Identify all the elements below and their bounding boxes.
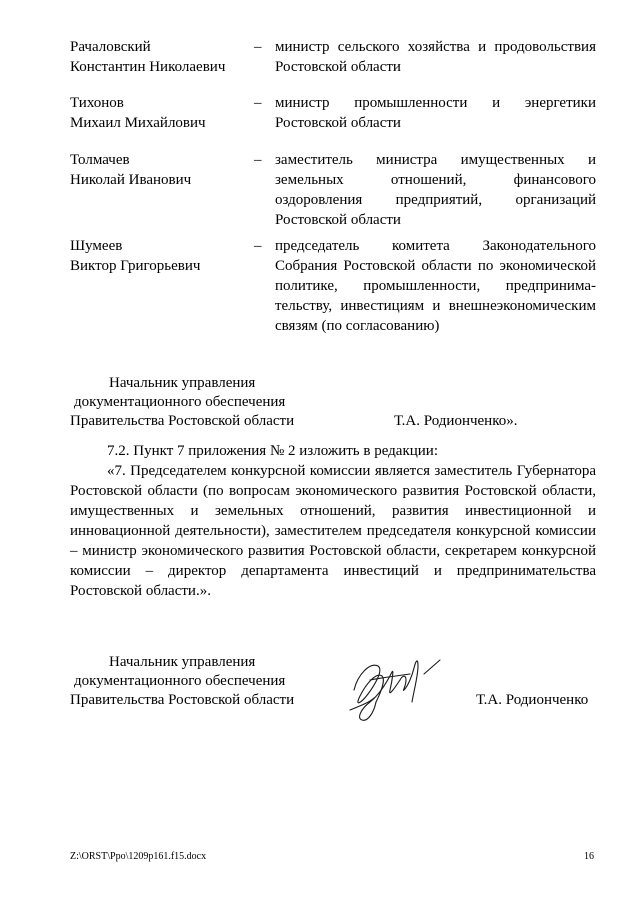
- member-surname: Шумеев: [70, 238, 123, 254]
- member-surname: Толмачев: [70, 152, 130, 168]
- member-name: [70, 37, 250, 77]
- member-role: министр промышленности и энергетики Ростовской области: [275, 95, 596, 131]
- member-given-names: Николай Иванович: [70, 172, 192, 188]
- signatory-title-line2: документационного обеспечения: [74, 394, 286, 410]
- member-name: [70, 93, 250, 133]
- member-surname: Тихонов: [70, 95, 124, 111]
- footer-file-path: Z:\ORST\Ppo\1209p161.f15.docx: [70, 851, 207, 862]
- member-given-names: Михаил Михайлович: [70, 115, 206, 131]
- signatory-name: Т.А. Родионченко: [476, 692, 589, 708]
- signatory-name: Т.А. Родионченко».: [394, 413, 518, 429]
- member-dash: –: [254, 95, 262, 111]
- member-surname: Рачаловский: [70, 39, 151, 55]
- page-number: 16: [584, 851, 594, 862]
- signatory-title-line2: документационного обеспечения: [74, 673, 286, 689]
- member-dash: –: [254, 238, 262, 254]
- member-role: заместитель министра имущественных и земельных отношений, финансового оздоровления предприятий, организаций Ростовской области: [275, 152, 596, 228]
- member-name: [70, 150, 250, 190]
- member-dash: –: [254, 39, 262, 55]
- member-given-names: Виктор Григорьевич: [70, 258, 201, 274]
- handwritten-signature: [340, 650, 450, 730]
- signatory-title-line3: Правительства Ростовской области: [70, 692, 295, 708]
- signatory-title-line1: Начальник управления: [109, 654, 256, 670]
- member-name: [70, 236, 250, 276]
- amendment-intro: 7.2. Пункт 7 приложения № 2 изложить в редакции:: [107, 443, 438, 459]
- member-given-names: Константин Николаевич: [70, 59, 226, 75]
- signatory-title-line1: Начальник управления: [109, 375, 256, 391]
- amendment-section: [70, 441, 596, 601]
- member-dash: –: [254, 152, 262, 168]
- member-role: министр сельского хозяйства и продовольствия Ростовской области: [275, 39, 596, 75]
- signatory-title-line3: Правительства Ростовской области: [70, 413, 295, 429]
- member-role: председатель комитета Законодательного Собрания Ростовской области по экономической политике, промышленности, предпринима-тельству, инвестициям и внешнеэкономическим связям (по согласованию): [275, 238, 596, 334]
- amendment-text: «7. Председателем конкурсной комиссии является заместитель Губернатора Ростовской области (по вопросам экономического развития Ростовской области, имущественных и земельных отношений, развития инвестиционной и инновационной деятельности), заместителем председателя конкурсной комиссии – министр экономического развития Ростовской области, секретарем конкурсной комиссии – директор департамента инвестиций и предпринимательства Ростовской области.».: [70, 463, 596, 599]
